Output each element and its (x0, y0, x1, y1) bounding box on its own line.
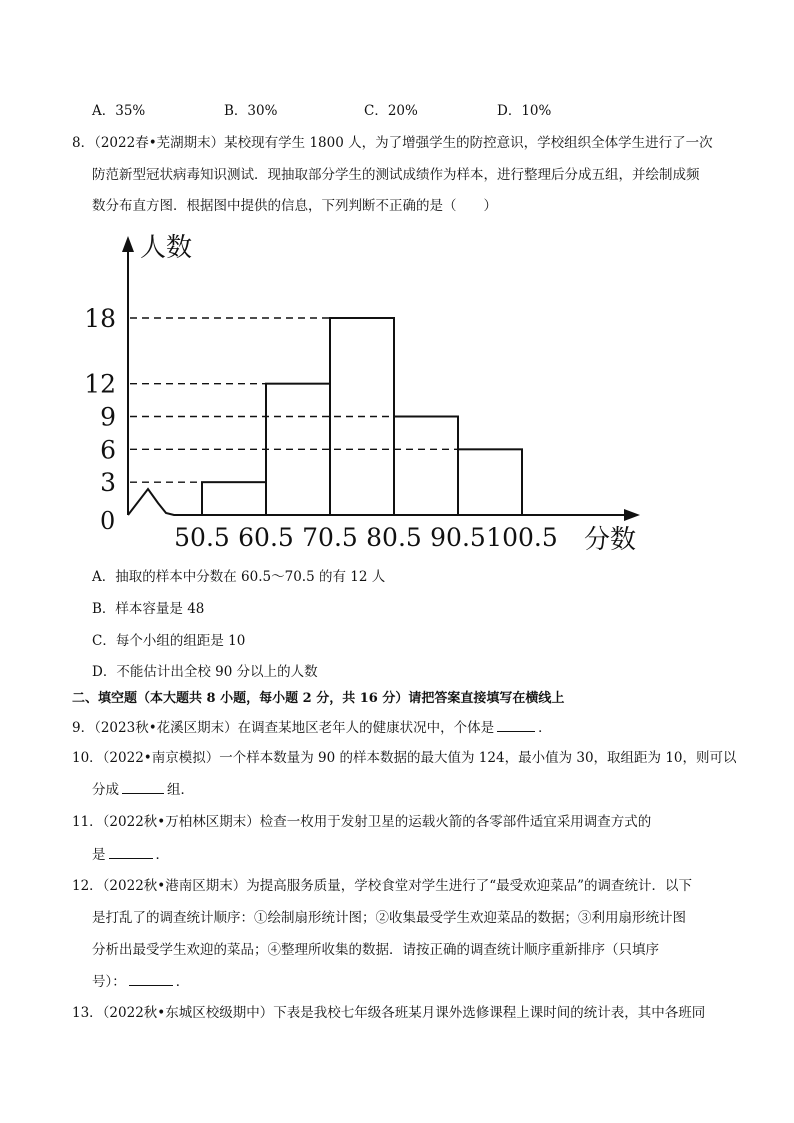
q10-end: 组． (167, 782, 194, 798)
q8-option-d: D．不能估计出全校 90 分以上的人数 (92, 664, 318, 680)
y-tick-label: 3 (100, 468, 116, 498)
x-tick-label: 90.5 (430, 523, 486, 552)
q8-stem-line2: 防范新型冠状病毒知识测试．现抽取部分学生的测试成绩作为样本，进行整理后分成五组，并绘制成频 (92, 167, 700, 183)
q9-end: ． (538, 720, 552, 736)
q7-option-c: C．20% (364, 103, 418, 119)
q12-line4 (92, 972, 189, 991)
x-tick-label: 50.5 (174, 523, 230, 552)
q8-stem-line1: 8．（2022春•芜湖期末）某校现有学生 1800 人，为了增强学生的防控意识，学校组织全体学生进行了一次 (72, 135, 713, 151)
q11-text: 是 (92, 847, 106, 863)
q9-line (72, 718, 552, 737)
x-axis-arrow (624, 509, 640, 521)
histogram-bar (202, 482, 266, 515)
x-axis-label: 分数 (584, 525, 637, 555)
q11-end: ． (155, 847, 169, 863)
q12-answer-blank[interactable] (129, 972, 173, 986)
x-tick-label: 80.5 (366, 523, 422, 552)
x-tick-label: 70.5 (302, 523, 358, 552)
origin-label: 0 (100, 507, 116, 535)
y-tick-label: 18 (84, 304, 116, 333)
histogram-bar (394, 417, 458, 516)
q8-stem-line3: 数分布直方图．根据图中提供的信息，下列判断不正确的是（ ） (92, 198, 497, 214)
y-tick-label: 9 (100, 402, 116, 432)
y-tick-label: 6 (100, 435, 116, 465)
q12-line1: 12．（2022秋•港南区期末）为提高服务质量，学校食堂对学生进行了“最受欢迎菜品”的调查统计．以下 (72, 878, 693, 894)
q10-text: 分成 (92, 782, 119, 798)
q7-option-b: B．30% (224, 103, 278, 119)
q13-line1: 13．（2022秋•东城区校级期中）下表是我校七年级各班某月课外选修课程上课时间的统计表，其中各班同 (72, 1005, 706, 1021)
axis-break-zigzag (128, 489, 180, 515)
q7-option-a: A．35% (92, 103, 146, 119)
y-axis-arrow (122, 236, 134, 252)
q11-line2 (92, 845, 169, 864)
x-tick-label: 100.5 (486, 523, 558, 552)
q11-line1: 11．（2022秋•万柏林区期末）检查一枚用于发射卫星的运载火箭的各零部件适宜采用调查方式的 (72, 814, 652, 830)
q10-answer-blank[interactable] (122, 780, 164, 794)
q12-line3: 分析出最受学生欢迎的菜品；④整理所收集的数据．请按正确的调查统计顺序重新排序（只填序 (92, 942, 659, 958)
q8-option-b: B．样本容量是 48 (92, 601, 205, 617)
histogram-bar (458, 449, 522, 515)
q8-option-c: C．每个小组的组距是 10 (92, 633, 246, 649)
q10-line2 (92, 780, 194, 799)
section2-heading: 二、填空题（本大题共 8 小题，每小题 2 分，共 16 分）请把答案直接填写在横线上 (72, 691, 565, 706)
q12-text: 号）： (92, 974, 126, 990)
q7-option-d: D．10% (497, 103, 552, 119)
x-tick-label: 60.5 (238, 523, 294, 552)
q12-end: ． (175, 974, 190, 990)
q8-option-a: A．抽取的样本中分数在 60.5～70.5 的有 12 人 (92, 569, 386, 585)
y-axis-label: 人数 (140, 233, 193, 263)
q11-answer-blank[interactable] (109, 845, 153, 859)
q10-line1: 10．（2022•南京模拟）一个样本数量为 90 的样本数据的最大值为 124，最小值为 30，取组距为 10，则可以 (72, 750, 737, 766)
frequency-histogram (84, 228, 652, 558)
y-tick-label: 12 (84, 369, 116, 399)
q9-answer-blank[interactable] (497, 718, 535, 732)
q9-text: 9．（2023秋•花溪区期末）在调查某地区老年人的健康状况中，个体是 (72, 720, 495, 736)
q12-line2: 是打乱了的调查统计顺序：①绘制扇形统计图；②收集最受学生欢迎菜品的数据；③利用扇形统计图 (92, 910, 686, 926)
